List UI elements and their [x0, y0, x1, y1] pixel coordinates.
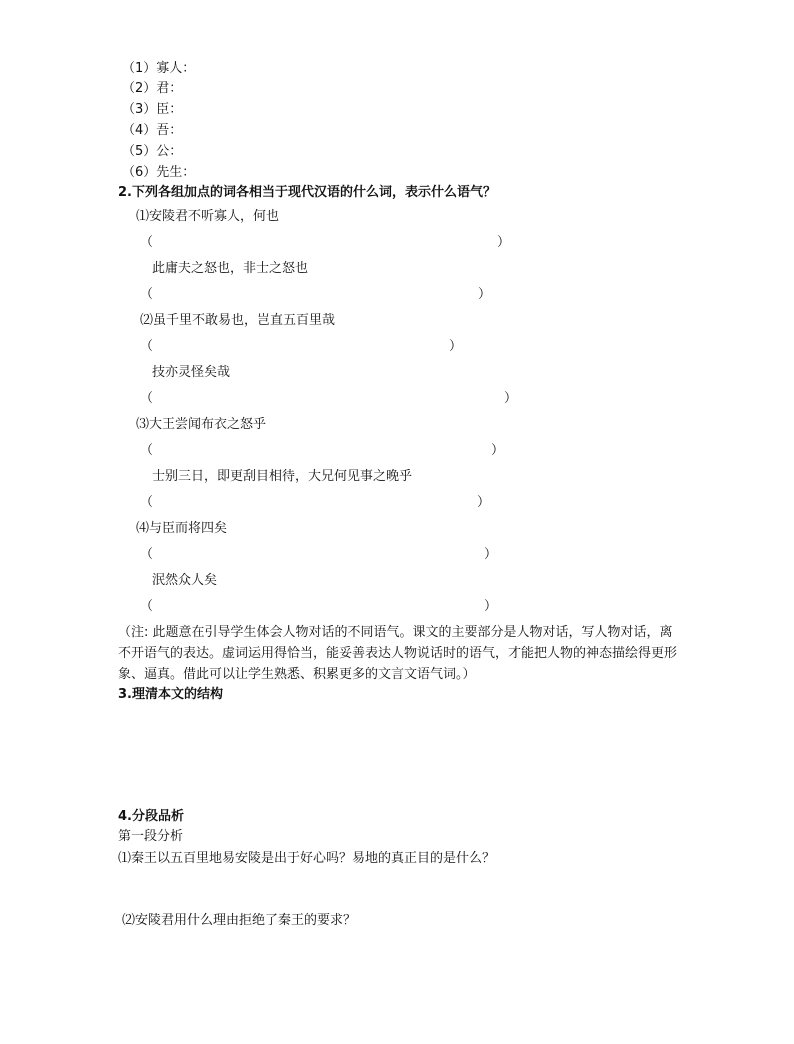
- answer-open-paren: （: [140, 443, 154, 458]
- answer-open-paren: （: [140, 391, 154, 406]
- term-text: 君：: [156, 81, 183, 96]
- answer-close-paren: ）: [504, 391, 518, 406]
- example-sentence: ⑷与臣而将四矣: [136, 521, 228, 536]
- term-text: 吾：: [156, 123, 183, 138]
- answer-close-paren: ）: [484, 547, 498, 562]
- example-sentence: ⑴安陵君不听寡人，何也: [136, 209, 280, 224]
- example-sentence: 泯然众人矣: [152, 573, 218, 588]
- question-3-title: 3.理清本文的结构: [118, 687, 223, 702]
- answer-close-paren: ）: [478, 287, 492, 302]
- question-4-title: 4.分段品析: [118, 809, 184, 824]
- teacher-note: （注: 此题意在引导学生体会人物对话的不同语气。课文的主要部分是人物对话，写人物对话，离不开语气的表达。虚词运用得恰当，能妥善表达人物说话时的语气，才能把人物的神态描绘得更形象、逼真。借此可以让学生熟悉、积累更多的文言文语气词。）: [118, 625, 678, 682]
- example-sentence: 士别三日，即更刮目相待，大兄何见事之晚乎: [152, 469, 413, 484]
- answer-open-paren: （: [140, 547, 154, 562]
- answer-close-paren: ）: [491, 443, 505, 458]
- answer-close-paren: ）: [477, 495, 491, 510]
- term-item: （2）君：: [122, 81, 183, 96]
- answer-open-paren: （: [140, 339, 154, 354]
- example-sentence: 技亦灵怪矣哉: [152, 365, 231, 380]
- section-subtitle: 第一段分析: [118, 829, 184, 844]
- answer-open-paren: （: [140, 287, 154, 302]
- answer-close-paren: ）: [484, 599, 498, 614]
- term-item: （4）吾：: [122, 123, 183, 138]
- term-item: （5）公：: [122, 144, 183, 159]
- term-text: 寡人：: [156, 61, 196, 76]
- answer-open-paren: （: [140, 235, 154, 250]
- term-item: （6）先生：: [122, 165, 196, 180]
- answer-close-paren: ）: [449, 339, 463, 354]
- example-sentence: ⑶大王尝闻布衣之怒乎: [136, 417, 267, 432]
- term-item: （3）臣：: [122, 102, 183, 117]
- question-2-title: 2.下列各组加点的词各相当于现代汉语的什么词，表示什么语气？: [118, 185, 496, 200]
- answer-open-paren: （: [140, 495, 154, 510]
- analysis-question: ⑴秦王以五百里地易安陵是出于好心吗？易地的真正目的是什么？: [118, 851, 496, 866]
- example-sentence: ⑵虽千里不敢易也，岂直五百里哉: [140, 313, 336, 328]
- answer-close-paren: ）: [497, 235, 511, 250]
- term-text: 先生：: [156, 165, 196, 180]
- term-text: 公：: [156, 144, 183, 159]
- term-text: 臣：: [156, 102, 183, 117]
- answer-open-paren: （: [140, 599, 154, 614]
- analysis-question: ⑵安陵君用什么理由拒绝了秦王的要求？: [122, 913, 357, 928]
- example-sentence: 此庸夫之怒也，非士之怒也: [152, 261, 309, 276]
- term-item: （1）寡人：: [122, 61, 196, 76]
